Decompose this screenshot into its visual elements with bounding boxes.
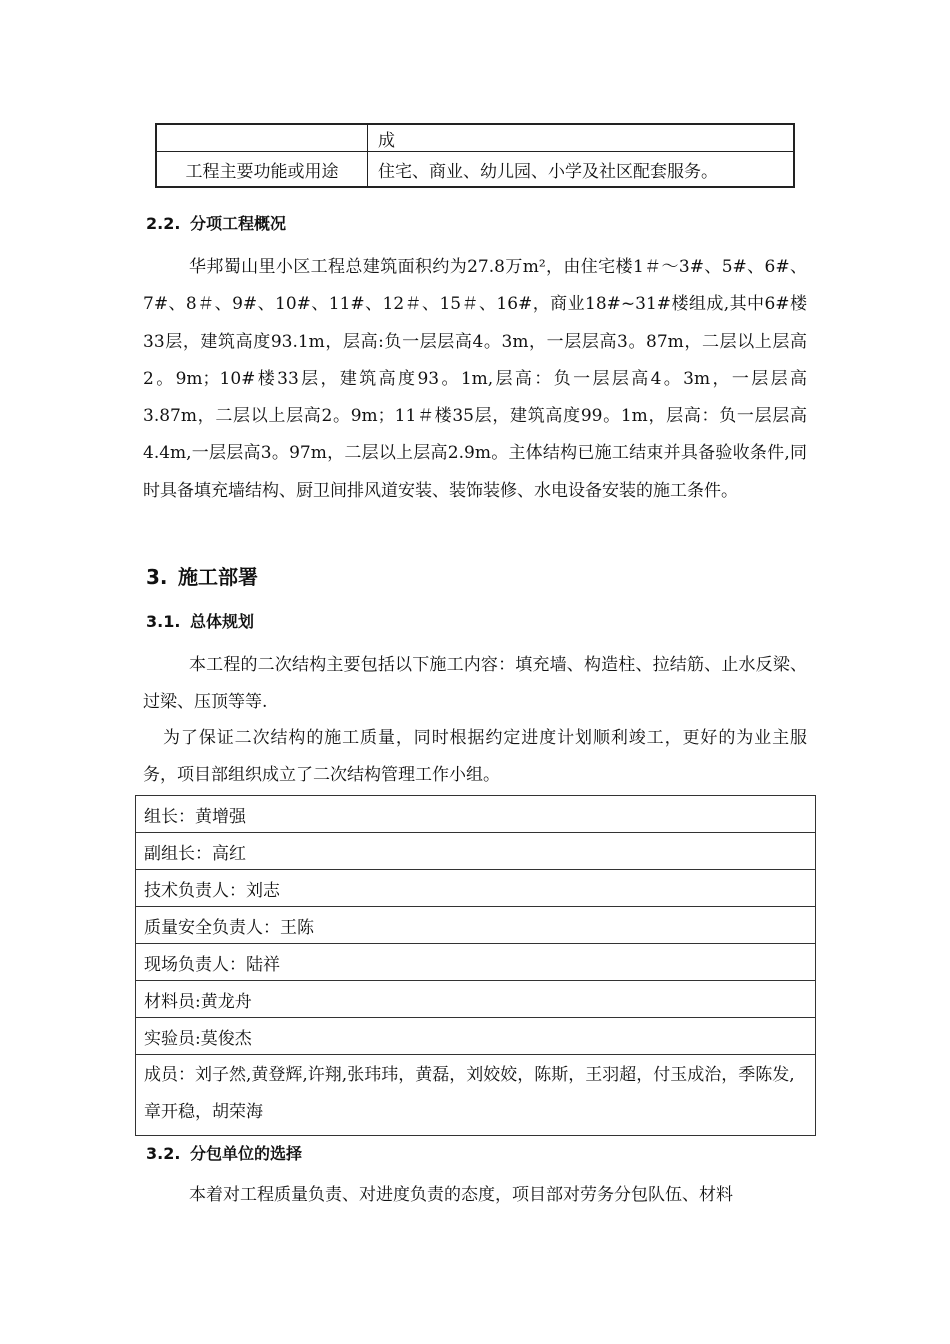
table-row <box>136 796 816 833</box>
heading-title: 施工部署 <box>178 565 258 589</box>
table-cell-label <box>156 124 368 152</box>
heading-title: 分包单位的选择 <box>190 1144 303 1163</box>
table-row <box>136 907 816 944</box>
heading-number: 3.1. <box>146 612 181 631</box>
table-cell-label: 工程主要功能或用途 <box>156 152 368 188</box>
team-member: 实验员:莫俊杰 <box>136 1018 816 1055</box>
team-table <box>135 795 816 1136</box>
team-member: 技术负责人：刘志 <box>136 870 816 907</box>
table-cell-value: 成 <box>368 124 795 152</box>
heading-number: 3. <box>146 565 168 589</box>
table-cell-value: 住宅、商业、幼儿园、小学及社区配套服务。 <box>368 152 795 188</box>
section-3-1-paragraph-1: 本工程的二次结构主要包括以下施工内容：填充墙、构造柱、拉结筋、止水反梁、 过梁、压顶等等. <box>143 655 807 713</box>
heading-title: 总体规划 <box>190 612 255 631</box>
heading-3-2 <box>146 1141 302 1164</box>
table-row <box>136 1055 816 1136</box>
team-member: 组长：黄增强 <box>136 796 816 833</box>
table-row <box>136 833 816 870</box>
section-3-2-paragraph: 本着对工程质量负责、对进度负责的态度，项目部对劳务分包队伍、材料 <box>189 1185 733 1205</box>
heading-number: 2.2. <box>146 214 181 233</box>
team-members-list: 成员：刘子然,黄登辉,许翔,张玮玮，黄磊，刘姣姣，陈斯，王羽超，付玉成治，季陈发,章开稳，胡荣海 <box>136 1055 816 1136</box>
project-info-table <box>155 123 795 188</box>
table-row <box>136 981 816 1018</box>
heading-3 <box>146 561 258 590</box>
table-row <box>156 152 794 188</box>
table-row <box>136 944 816 981</box>
table-row <box>136 870 816 907</box>
heading-2-2 <box>146 211 286 234</box>
table-row <box>136 1018 816 1055</box>
heading-number: 3.2. <box>146 1144 181 1163</box>
team-member: 现场负责人：陆祥 <box>136 944 816 981</box>
section-3-1-paragraph-2: 为了保证二次结构的施工质量，同时根据约定进度计划顺利竣工，更好的为业主服务，项目部组织成立了二次结构管理工作小组。 <box>143 728 807 786</box>
team-member: 材料员:黄龙舟 <box>136 981 816 1018</box>
team-member: 质量安全负责人：王陈 <box>136 907 816 944</box>
heading-title: 分项工程概况 <box>190 214 287 233</box>
table-row <box>156 124 794 152</box>
heading-3-1 <box>146 609 254 632</box>
section-2-2-paragraph: 华邦蜀山里小区工程总建筑面积约为27.8万m²，由住宅楼1＃～3#、5#、6#、7#、8＃、9#、10#、11#、12＃、15＃、16#，商业18#~31#楼组成,其中6#楼33层，建筑高度93.1m，层高:负一层层高4。3m，一层层高3。87m，二层以上层高2。9m；10#楼33层，建筑高度93。1m,层高：负一层层高4。3m，一层层高3.87m，二层以上层高2。9m；11＃楼35层，建筑高度99。1m，层高：负一层层高4.4m,一层层高3。97m，二层以上层高2.9m。主体结构已施工结束并具备验收条件,同时具备填充墙结构、厨卫间排风道安装、装饰装修、水电设备安装的施工条件。 <box>143 257 807 501</box>
team-member: 副组长：高红 <box>136 833 816 870</box>
